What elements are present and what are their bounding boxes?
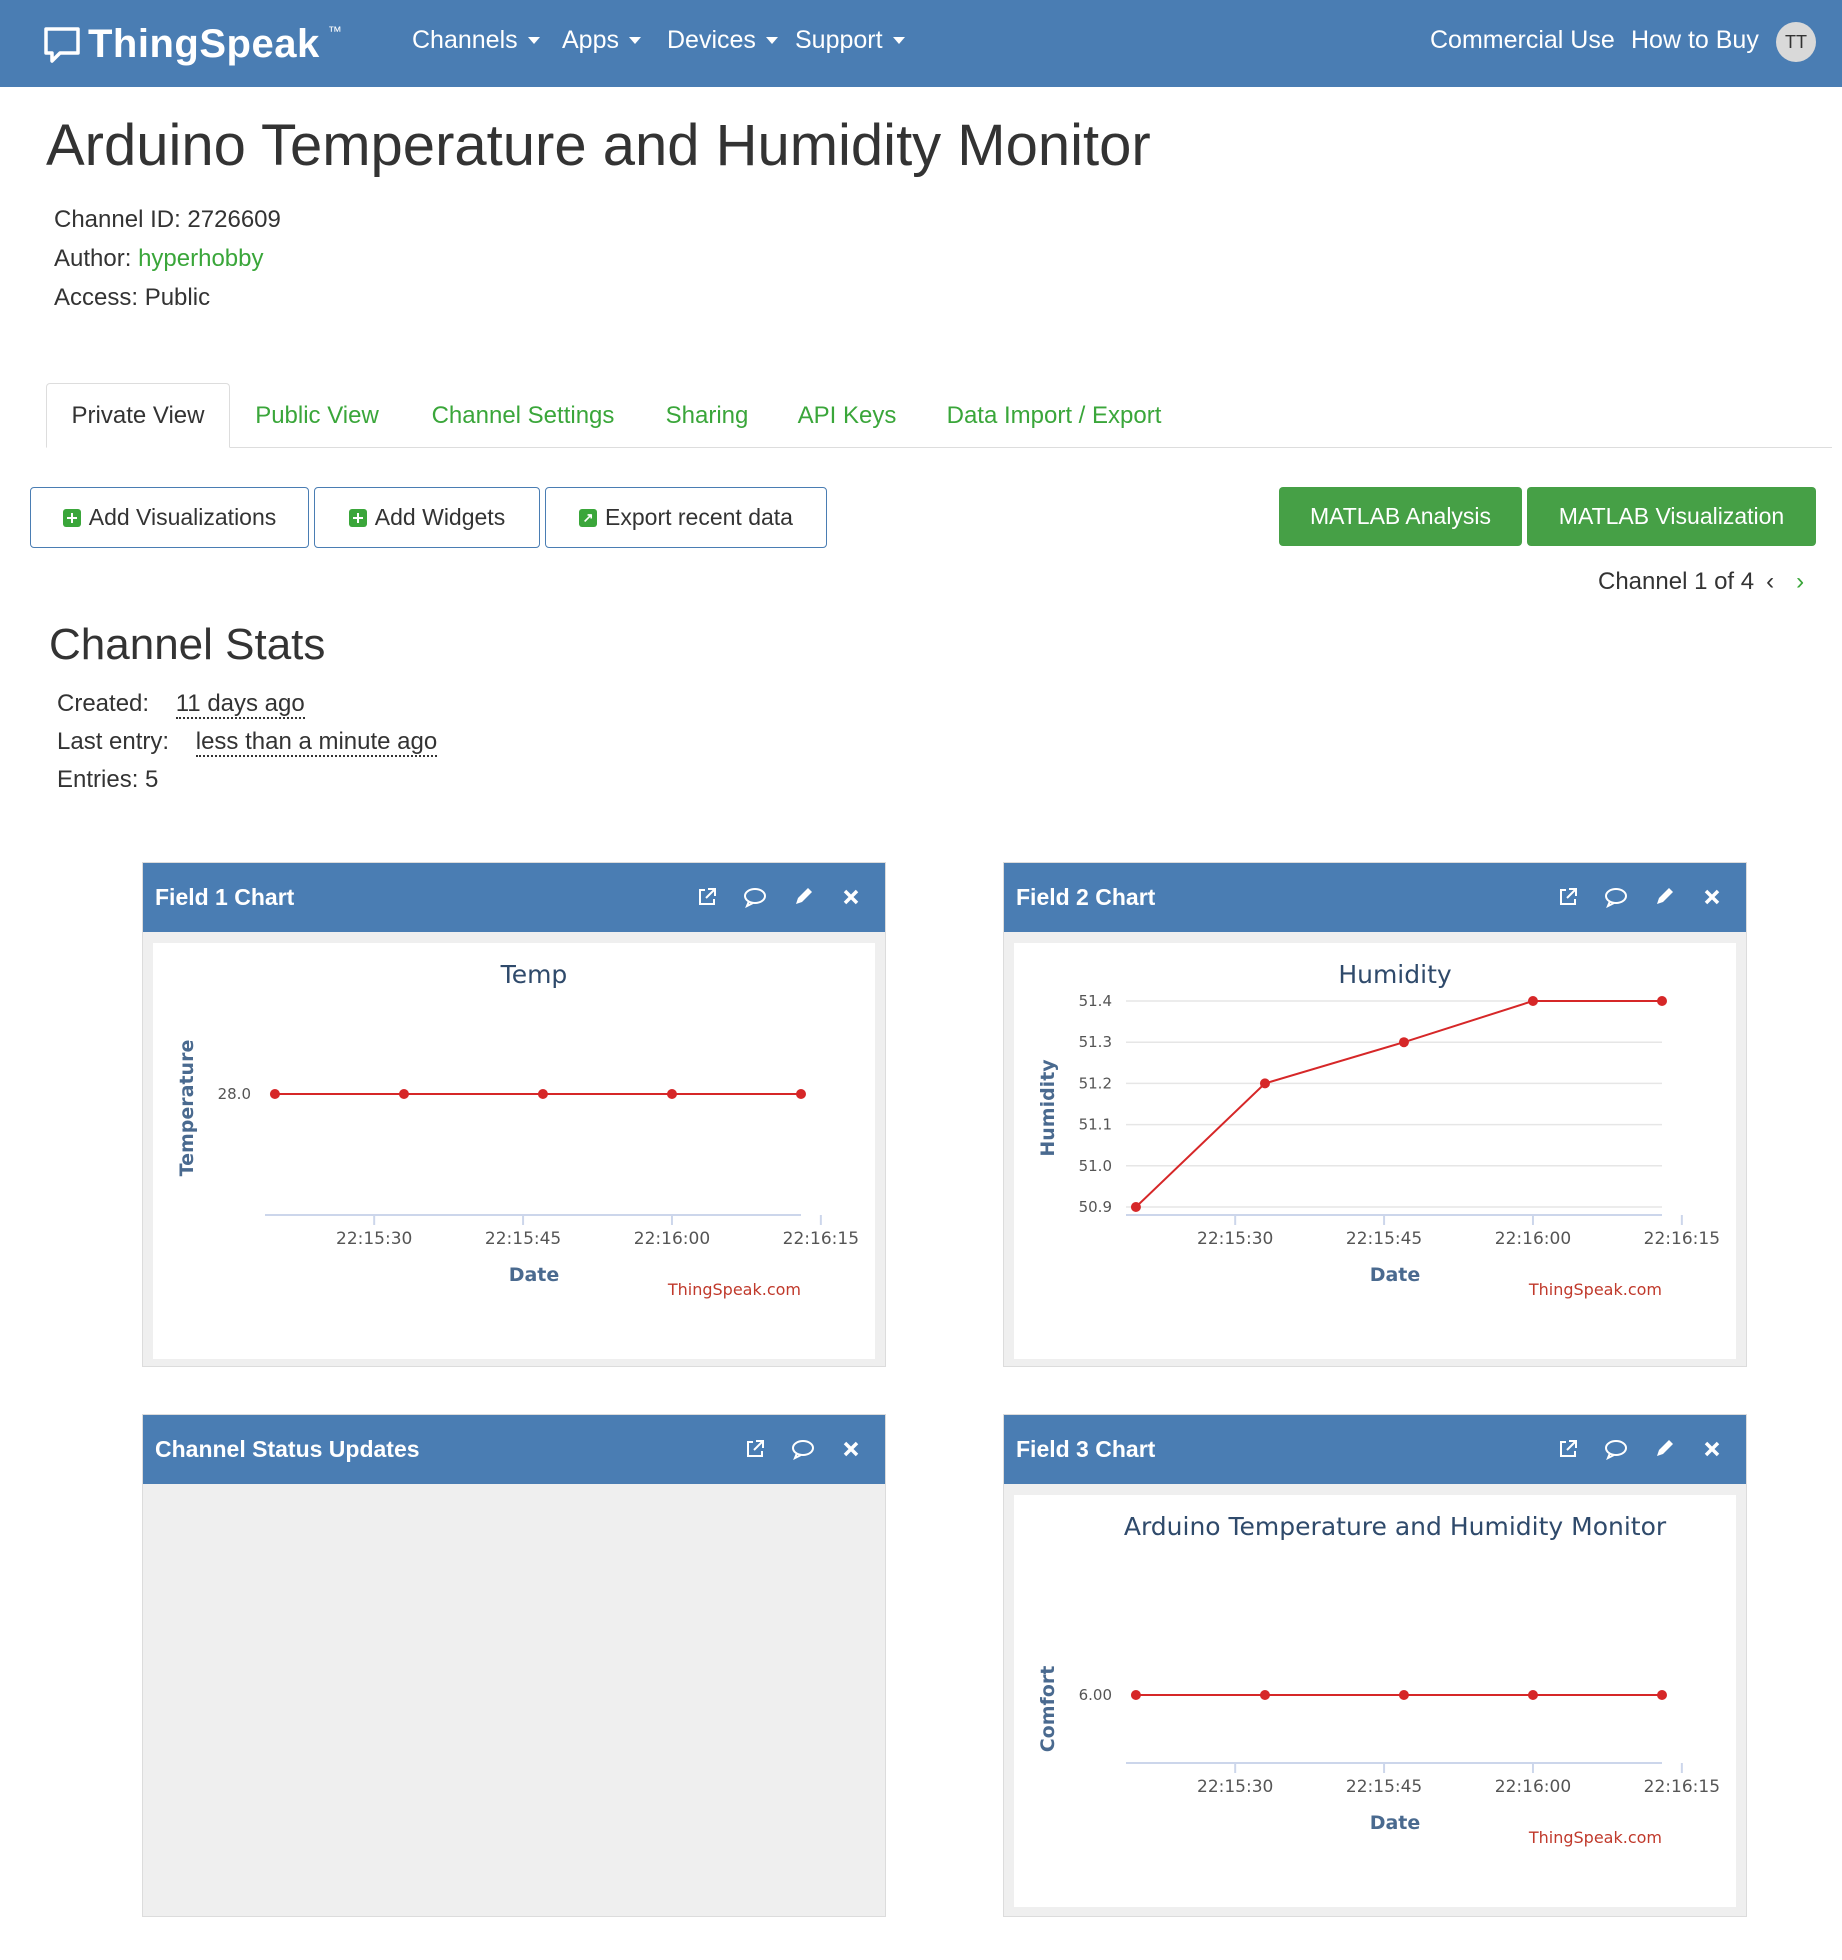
channel-id-line: [54, 206, 281, 234]
panel-header: [1004, 1415, 1746, 1484]
tab-api-keys[interactable]: API Keys: [797, 401, 897, 429]
data-point: [1131, 1202, 1141, 1212]
stat-entries: [57, 766, 158, 794]
brand-name: ThingSpeak: [88, 22, 320, 66]
tab-private-view[interactable]: Private View: [46, 383, 230, 448]
author-label: Author:: [54, 245, 132, 272]
brand-trademark: ™: [327, 22, 342, 39]
caret-down-icon: [893, 37, 905, 44]
y-tick-label: 6.00: [1078, 1686, 1112, 1704]
chart-area: [1014, 943, 1736, 1359]
close-icon[interactable]: [1700, 885, 1724, 909]
nav-devices-menu[interactable]: [667, 26, 778, 55]
external-link-icon[interactable]: [743, 1437, 767, 1461]
access-label: Access:: [54, 284, 139, 311]
external-link-icon[interactable]: [1556, 885, 1580, 909]
x-tick-label: 22:16:00: [1494, 1777, 1572, 1797]
data-point: [399, 1089, 409, 1099]
export-recent-data-button[interactable]: [545, 487, 827, 548]
data-point: [538, 1089, 548, 1099]
panel-header: [1004, 863, 1746, 932]
x-tick-label: 22:15:30: [1197, 1777, 1274, 1797]
pencil-icon[interactable]: [1652, 885, 1676, 909]
access-value: Public: [144, 284, 211, 311]
add-visualizations-label: Add Visualizations: [88, 504, 277, 530]
field1-chart-panel: [142, 862, 886, 1367]
stat-entries-value: 5: [145, 766, 159, 793]
access-line: [54, 284, 210, 312]
add-visualizations-button[interactable]: [30, 487, 309, 548]
caret-down-icon: [528, 37, 540, 44]
channel-id-value: 2726609: [187, 206, 281, 233]
nav-apps-menu[interactable]: [562, 26, 641, 55]
nav-how-to-buy-link[interactable]: How to Buy: [1631, 26, 1759, 54]
data-point: [1528, 1690, 1538, 1700]
nav-channels-label: Channels: [412, 26, 518, 54]
x-axis-title: Date: [1369, 1812, 1421, 1834]
tab-sharing[interactable]: Sharing: [665, 401, 749, 429]
pencil-icon[interactable]: [1652, 1437, 1676, 1461]
close-icon[interactable]: [1700, 1437, 1724, 1461]
export-arrow-icon: ↗: [579, 509, 597, 527]
y-tick-label: 51.4: [1078, 992, 1112, 1010]
field3-chart-panel: [1003, 1414, 1747, 1917]
top-navbar: [0, 0, 1842, 87]
pencil-icon[interactable]: [791, 885, 815, 909]
stat-created-value: 11 days ago: [175, 690, 305, 717]
add-widgets-button[interactable]: [314, 487, 540, 548]
y-axis-title: Humidity: [1037, 1059, 1059, 1157]
status-updates-panel: [142, 1414, 886, 1917]
data-point: [1260, 1690, 1270, 1700]
data-point: [1657, 996, 1667, 1006]
x-tick-label: 22:15:30: [1197, 1229, 1274, 1249]
external-link-icon[interactable]: [695, 885, 719, 909]
matlab-analysis-button[interactable]: MATLAB Analysis: [1279, 487, 1522, 546]
matlab-visualization-button[interactable]: MATLAB Visualization: [1527, 487, 1816, 546]
author-line: [54, 245, 264, 273]
chart-credit: ThingSpeak.com: [1528, 1280, 1662, 1299]
nav-devices-label: Devices: [667, 26, 756, 54]
x-tick-label: 22:16:15: [782, 1229, 860, 1249]
chart-area: [1014, 1495, 1736, 1907]
field2-chart-panel: [1003, 862, 1747, 1367]
nav-support-menu[interactable]: [795, 26, 905, 55]
data-point: [1131, 1690, 1141, 1700]
nav-commercial-use-link[interactable]: Commercial Use: [1430, 26, 1615, 54]
chart-credit: ThingSpeak.com: [667, 1280, 801, 1299]
channel-pager-label: Channel 1 of 4: [1598, 568, 1755, 595]
data-point: [796, 1089, 806, 1099]
close-icon[interactable]: [839, 1437, 863, 1461]
panel-title: Channel Status Updates: [155, 1436, 420, 1462]
chart-area: [153, 943, 875, 1359]
x-tick-label: 22:15:30: [336, 1229, 413, 1249]
plus-square-icon: [63, 509, 81, 527]
chart-title: Humidity: [1338, 960, 1452, 989]
x-axis-title: Date: [1369, 1264, 1421, 1286]
x-tick-label: 22:16:00: [1494, 1229, 1572, 1249]
stat-entries-label: Entries:: [57, 766, 139, 793]
export-recent-data-label: Export recent data: [605, 504, 793, 530]
y-axis-title: Comfort: [1037, 1665, 1059, 1753]
chart-title: Arduino Temperature and Humidity Monitor: [1123, 1512, 1667, 1541]
channel-stats-title: Channel Stats: [49, 620, 326, 669]
stat-last-entry-value: less than a minute ago: [195, 728, 438, 755]
chart-title: Temp: [500, 960, 568, 989]
data-point: [1528, 996, 1538, 1006]
channel-pager: [1598, 568, 1804, 596]
y-tick-label: 51.2: [1078, 1074, 1112, 1093]
x-tick-label: 22:15:45: [1345, 1777, 1423, 1797]
x-tick-label: 22:15:45: [1345, 1229, 1423, 1249]
panel-header: [143, 863, 885, 932]
y-tick-label: 51.3: [1078, 1033, 1112, 1052]
stat-last-entry: [57, 728, 437, 756]
y-tick-label: 51.0: [1078, 1156, 1112, 1175]
y-axis-title: Temperature: [176, 1039, 198, 1177]
stat-created: [57, 690, 305, 718]
add-widgets-label: Add Widgets: [374, 504, 506, 530]
y-tick-label: 28.0: [217, 1085, 251, 1103]
external-link-icon[interactable]: [1556, 1437, 1580, 1461]
chart-credit: ThingSpeak.com: [1528, 1828, 1662, 1847]
stat-created-label: Created:: [57, 690, 150, 717]
chat-bubble-icon: [42, 25, 82, 65]
tab-channel-settings[interactable]: Channel Settings: [431, 401, 615, 429]
chevron-right-icon[interactable]: ›: [1796, 568, 1805, 595]
comment-icon[interactable]: [1604, 1437, 1628, 1461]
data-point: [1399, 1037, 1409, 1047]
comment-icon[interactable]: [743, 885, 767, 909]
comment-icon[interactable]: [791, 1437, 815, 1461]
stat-last-entry-label: Last entry:: [57, 728, 170, 755]
close-icon[interactable]: [839, 885, 863, 909]
humidity-chart-svg: [1014, 943, 1736, 1359]
data-point: [1657, 1690, 1667, 1700]
nav-apps-label: Apps: [562, 26, 619, 54]
data-point: [270, 1089, 280, 1099]
caret-down-icon: [629, 37, 641, 44]
x-axis-title: Date: [508, 1264, 560, 1286]
nav-channels-menu[interactable]: [412, 26, 540, 55]
y-tick-label: 50.9: [1078, 1198, 1112, 1216]
tab-data-import-export[interactable]: Data Import / Export: [946, 401, 1162, 429]
author-link[interactable]: hyperhobby: [138, 245, 264, 272]
data-point: [1399, 1690, 1409, 1700]
data-point: [667, 1089, 677, 1099]
channel-id-label: Channel ID:: [54, 206, 181, 233]
panel-title: Field 3 Chart: [1016, 1436, 1156, 1462]
temp-chart-svg: [153, 943, 875, 1359]
panel-title: Field 1 Chart: [155, 884, 295, 910]
series-line: [1136, 1001, 1662, 1207]
panel-header: [143, 1415, 885, 1484]
caret-down-icon: [766, 37, 778, 44]
x-tick-label: 22:16:15: [1643, 1777, 1721, 1797]
brand-logo[interactable]: [42, 22, 342, 67]
y-tick-label: 51.1: [1078, 1115, 1112, 1134]
nav-support-label: Support: [795, 26, 883, 54]
x-tick-label: 22:16:00: [633, 1229, 711, 1249]
chevron-left-icon[interactable]: ‹: [1766, 568, 1775, 595]
comfort-chart-svg: [1014, 1495, 1736, 1907]
tab-public-view[interactable]: Public View: [255, 401, 379, 429]
data-point: [1260, 1078, 1270, 1088]
x-tick-label: 22:16:15: [1643, 1229, 1721, 1249]
panel-title: Field 2 Chart: [1016, 884, 1156, 910]
page-title: Arduino Temperature and Humidity Monitor: [46, 113, 1151, 178]
x-tick-label: 22:15:45: [484, 1229, 562, 1249]
comment-icon[interactable]: [1604, 885, 1628, 909]
user-avatar[interactable]: TT: [1776, 22, 1816, 62]
plus-square-icon: [349, 509, 367, 527]
